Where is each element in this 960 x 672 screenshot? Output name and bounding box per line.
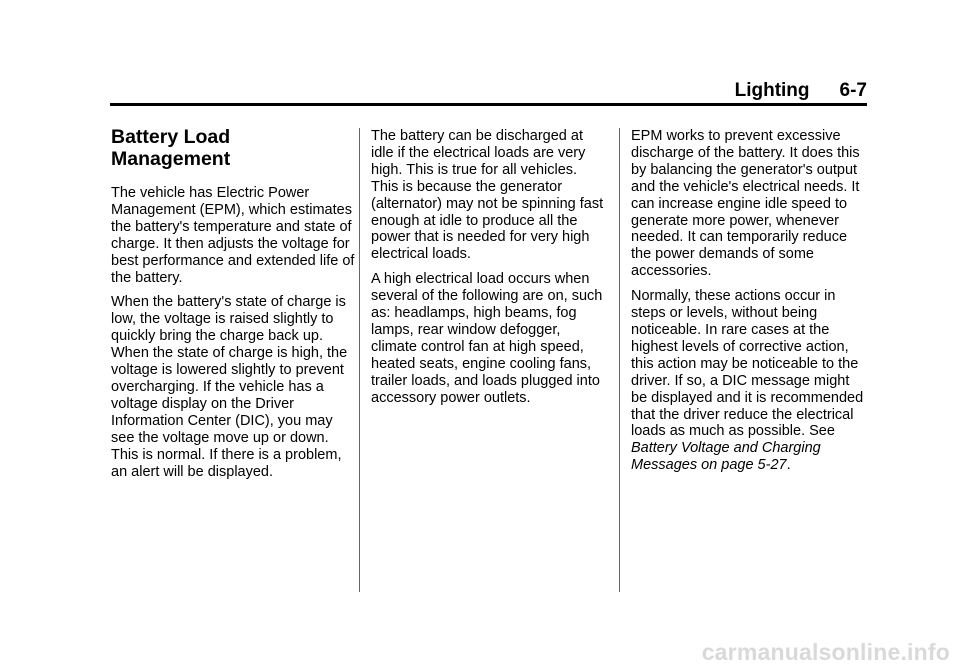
paragraph-state-of-charge: When the battery's state of charge is low, the voltage is raised slightly to quickly bring the charge back up. When the state of charge is high, the voltage is lowered slightly to prevent overcharging. If the vehicle has a voltage display on the Driver Information Center (DIC), you may see the voltage move up or down. This is normal. If there is a problem, an alert will be displayed. xyxy=(111,294,348,480)
paragraph-epm-works: EPM works to prevent excessive discharge of the battery. It does this by balancing the generator's output and the vehicle's electrical needs. It can increase engine idle speed to generate more power, whenever needed. It can temporarily reduce the power demands of some accessories. xyxy=(631,128,860,280)
section-heading xyxy=(111,126,355,170)
column-3 xyxy=(631,128,867,482)
page-header xyxy=(110,80,867,104)
header-rule xyxy=(110,103,867,106)
page-number: 6-7 xyxy=(839,80,867,101)
header-section-title: Lighting xyxy=(734,80,810,101)
cross-reference-end: . xyxy=(786,457,791,474)
paragraph-epm-intro: The vehicle has Electric Power Management (EPM), which estimates the battery's temperature and state of charge. It then adjusts the voltage for best performance and extended life of the battery. xyxy=(111,185,355,286)
section-heading-line2: Management xyxy=(111,148,231,170)
paragraph-high-load: A high electrical load occurs when several of the following are on, such as: headlamps, high beams, fog lamps, rear window defogger, climate control fan at high speed, heated seats, engine cooling fans, trailer loads, and loads plugged into accessory power outlets. xyxy=(371,271,603,406)
column-divider-1 xyxy=(359,128,360,592)
paragraph-discharge-idle: The battery can be discharged at idle if the electrical loads are very high. This is true for all vehicles. This is because the generator (alternator) may not be spinning fast enough at idle to produce all the power that is needed for very high electrical loads. xyxy=(371,128,604,263)
paragraph-corrective-action xyxy=(631,288,867,474)
column-divider-2 xyxy=(619,128,620,592)
watermark: carmanualsonline.info xyxy=(701,639,950,665)
column-2 xyxy=(371,128,607,415)
cross-reference-link[interactable]: Battery Voltage and Charging Messages on page 5-27 xyxy=(631,440,821,474)
column-1 xyxy=(111,126,355,488)
corrective-action-text: Normally, these actions occur in steps or levels, without being noticeable. In rare cases at the highest levels of corrective action, this action may be noticeable to the driver. If so, a DIC message might be displayed and it is recommended that the driver reduce the electrical loads as much as possible. See xyxy=(631,288,864,440)
section-heading-line1: Battery Load xyxy=(111,126,231,148)
